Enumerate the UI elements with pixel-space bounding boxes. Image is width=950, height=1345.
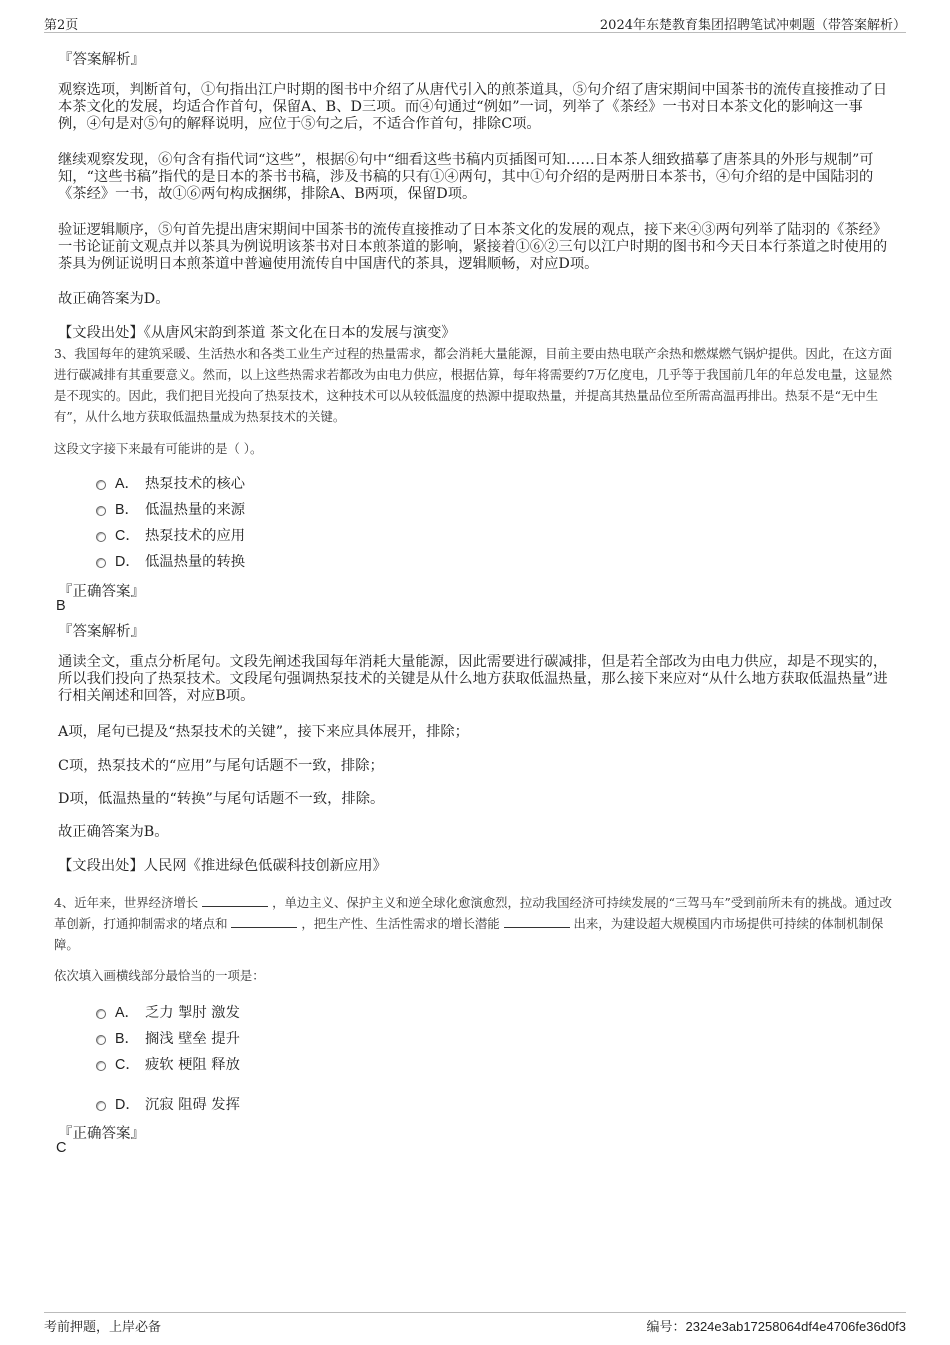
q4-option-d[interactable] — [96, 1094, 240, 1114]
footer-slogan: 考前押题，上岸必备 — [44, 1320, 162, 1335]
q3-question-text: 3、我国每年的建筑采暖、生活热水和各类工业生产过程的热量需求，都会消耗大量能源，目前主要由热电联产余热和燃煤燃气锅炉提供。因此，在这方面进行碳减排有其重要意义。然而，以上这些热需求若都改为由电力供应，根据估算，每年将需要约7万亿度电，几乎等于我国前几年的年总发电量，这显然是不现实的。因此，我们把目光投向了热泵技术，这种技术可以从较低温度的热源中提取热量，并提高其热量品位至所需高温再排出。热泵不是“无中生有”，从什么地方获取低温热量成为热泵技术的关键。 — [54, 346, 893, 424]
q3-explain-conclusion: 故正确答案为B。 — [58, 824, 169, 840]
q2-explain-tag: 『答案解析』 — [58, 52, 145, 68]
q3-prompt: 这段文字接下来最有可能讲的是（ ）。 — [54, 441, 263, 456]
option-text: 热泵技术的核心 — [145, 476, 246, 492]
q2-explain-p3: 验证逻辑顺序，⑤句首先提出唐宋期间中国茶书的流传直接推动了日本茶文化的发展的观点，接下来④③两句列举了陆羽的《茶经》一书论证前文观点并以茶具为例说明该茶书对日本煎茶道的影响，紧接着①⑥②三句以江户时期的图书和今天日本行茶道之时使用的茶具为例证说明日本煎茶道中普遍使用流传自中国唐代的茶具，逻辑顺畅，对应D项。 — [58, 222, 888, 272]
q4-text-part: ，把生产性、生活性需求的增长潜能 — [301, 916, 500, 931]
option-letter: B． — [115, 1031, 139, 1047]
radio-icon[interactable] — [96, 1009, 106, 1019]
page-number: 第2页 — [44, 18, 79, 33]
radio-icon[interactable] — [96, 532, 106, 542]
q3-answer: B — [56, 598, 66, 614]
q2-explain-conclusion: 故正确答案为D。 — [58, 291, 170, 307]
q3-explain-a: A项，尾句已提及“热泵技术的关键”，接下来应具体展开，排除； — [58, 724, 469, 740]
option-letter: D． — [115, 554, 140, 570]
page-header — [44, 14, 906, 33]
q3-source: 【文段出处】人民网《推进绿色低碳科技创新应用》 — [58, 858, 387, 874]
q4-option-c[interactable] — [96, 1054, 240, 1074]
q4-blank-3 — [504, 917, 570, 928]
q2-explain-p1: 观察选项，判断首句，①句指出江户时期的图书中介绍了从唐代引入的煎茶道具，⑤句介绍了唐宋期间中国茶书的流传直接推动了日本茶文化的发展，均适合作首句，保留A、B、D三项。而④句通过“例如”一词，列举了《茶经》一书对日本茶文化的影响这一事例，④句是对⑤句的解释说明，应位于⑤句之后，不适合作首句，排除C项。 — [58, 82, 888, 132]
radio-icon[interactable] — [96, 1061, 106, 1071]
q4-text-part: ，单边主义、保护主义和逆全球化愈演愈烈，拉动我国经济可持续发展的“三驾马车”受到前所未有的挑战。通过改革创新，打通抑制需求的堵点和 — [54, 895, 892, 931]
option-text: 热泵技术的应用 — [145, 528, 246, 544]
q4-text-part: 出来，为建设超大规模国内市场提供可持续的体制机制保障。 — [54, 916, 884, 952]
option-letter: A． — [115, 476, 139, 492]
document-title: 2024年东楚教育集团招聘笔试冲刺题（带答案解析） — [599, 18, 906, 33]
option-text: 搁浅 壁垒 提升 — [145, 1031, 240, 1047]
q4-answer-tag: 『正确答案』 — [58, 1126, 145, 1142]
radio-icon[interactable] — [96, 1101, 106, 1111]
option-text: 低温热量的来源 — [145, 502, 246, 518]
q4-text-part: 4、近年来，世界经济增长 — [54, 895, 199, 910]
radio-icon[interactable] — [96, 506, 106, 516]
q4-option-a[interactable] — [96, 1002, 240, 1022]
document-code: 编号：2324e3ab17258064df4e4706fe36d0f3 — [646, 1319, 906, 1334]
q3-option-a[interactable] — [96, 473, 245, 493]
q3-answer-tag: 『正确答案』 — [58, 584, 145, 600]
radio-icon[interactable] — [96, 558, 106, 568]
option-letter: C． — [115, 528, 140, 544]
q4-option-b[interactable] — [96, 1028, 240, 1048]
q3-option-d[interactable] — [96, 551, 245, 571]
q4-prompt: 依次填入画横线部分最恰当的一项是： — [54, 968, 265, 983]
q3-explain-tag: 『答案解析』 — [58, 624, 145, 640]
q3-explain-p1: 通读全文，重点分析尾句。文段先阐述我国每年消耗大量能源，因此需要进行碳减排，但是若全部改为由电力供应，却是不现实的，所以我们投向了热泵技术。文段尾句强调热泵技术的关键是从什么地方获取低温热量，那么接下来应对“从什么地方获取低温热量”进行相关阐述和回答，对应B项。 — [58, 654, 888, 704]
q2-source: 【文段出处】《从唐风宋韵到茶道 茶文化在日本的发展与演变》 — [58, 325, 456, 341]
page-footer — [44, 1312, 906, 1336]
q4-blank-2 — [231, 917, 297, 928]
option-text: 乏力 掣肘 激发 — [145, 1005, 240, 1021]
q3-explain-c: C项，热泵技术的“应用”与尾句话题不一致，排除； — [58, 758, 384, 774]
radio-icon[interactable] — [96, 1035, 106, 1045]
option-text: 沉寂 阻碍 发挥 — [145, 1097, 240, 1113]
option-letter: B． — [115, 502, 139, 518]
option-letter: A． — [115, 1005, 139, 1021]
q4-blank-1 — [202, 896, 268, 907]
option-text: 低温热量的转换 — [145, 554, 246, 570]
q3-explain-d: D项，低温热量的“转换”与尾句话题不一致，排除。 — [58, 791, 385, 807]
radio-icon[interactable] — [96, 480, 106, 490]
option-letter: D． — [115, 1097, 140, 1113]
option-letter: C． — [115, 1057, 140, 1073]
option-text: 疲软 梗阻 释放 — [145, 1057, 240, 1073]
q4-question-text — [54, 892, 894, 955]
q3-option-c[interactable] — [96, 525, 245, 545]
q4-answer: C — [56, 1140, 67, 1156]
q2-explain-p2: 继续观察发现，⑥句含有指代词“这些”，根据⑥句中“细看这些书稿内页插图可知……日本茶人细致描摹了唐茶具的外形与规制”可知，“这些书稿”指代的是日本的茶书书稿，涉及书稿的只有①④两句，其中①句介绍的是两册日本茶书，④句介绍的是中国陆羽的《茶经》一书，故①⑥两句构成捆绑，排除A、B两项，保留D项。 — [58, 152, 874, 202]
q3-option-b[interactable] — [96, 499, 245, 519]
